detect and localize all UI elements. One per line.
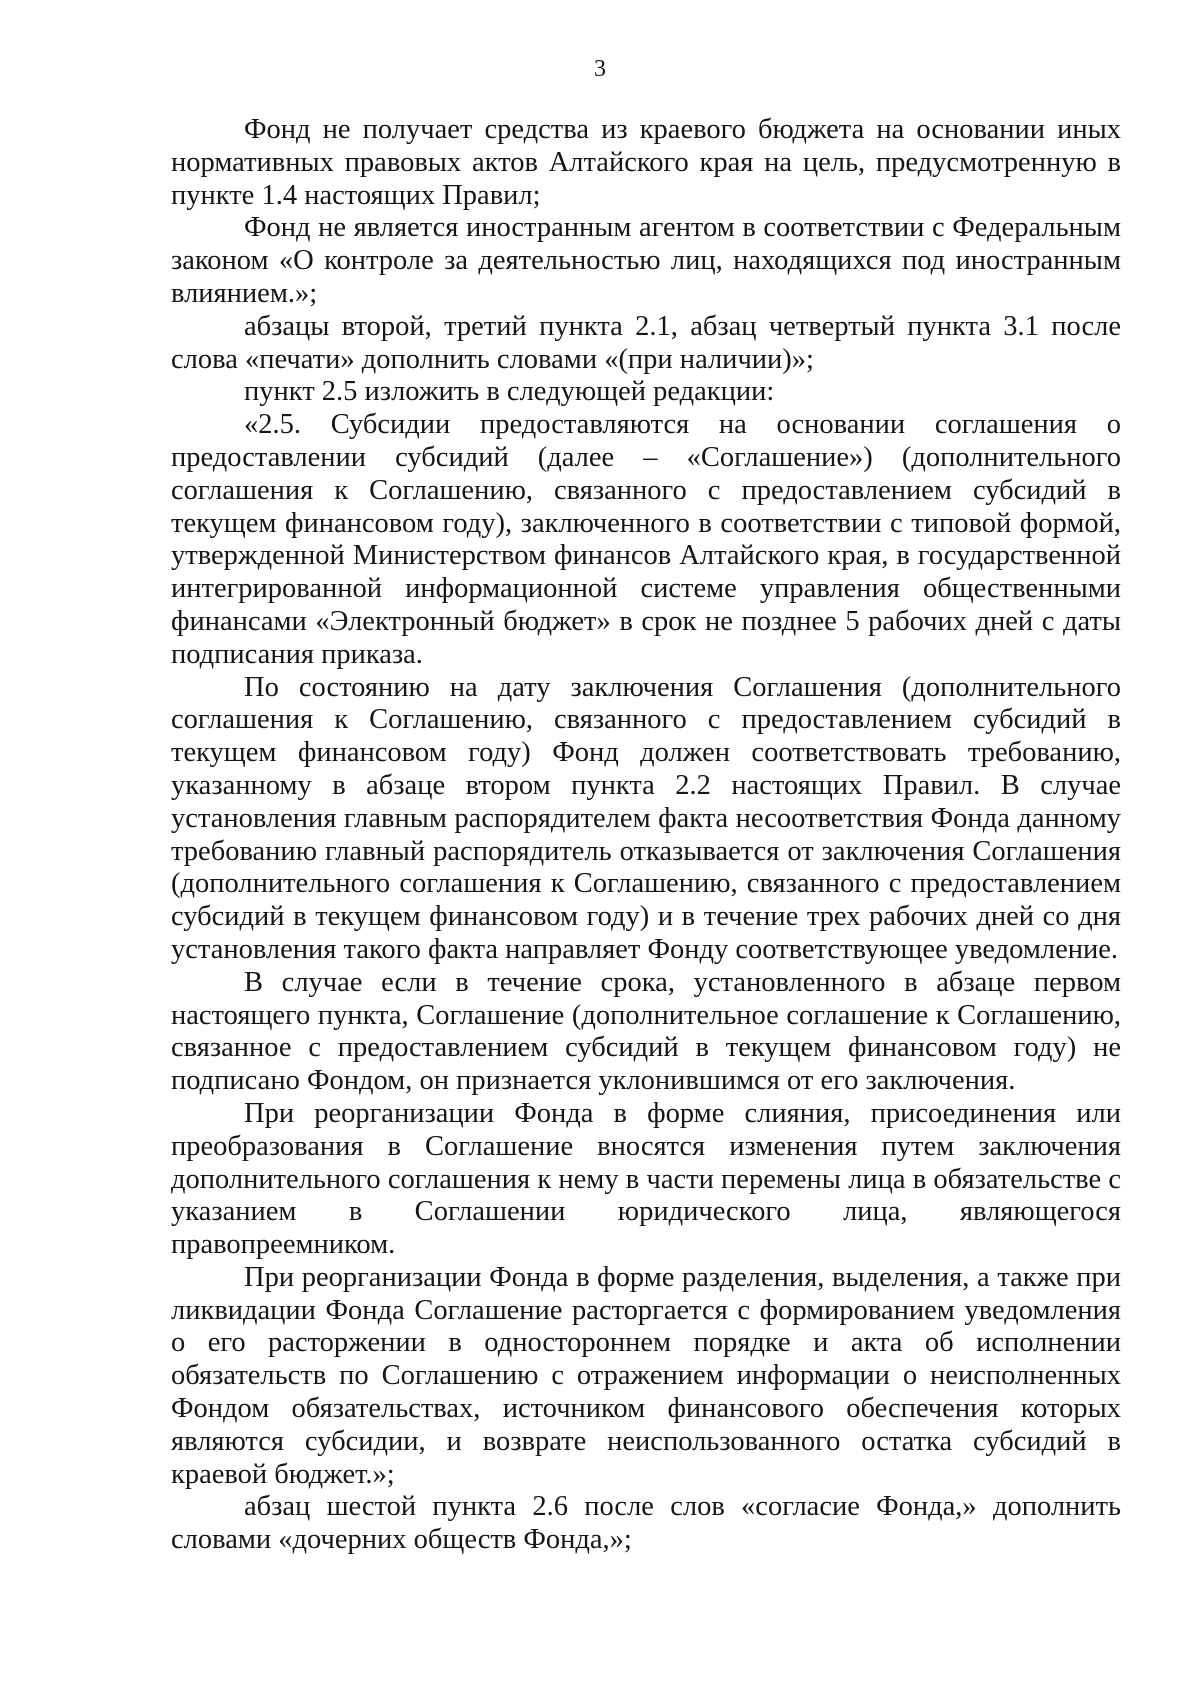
paragraph: «2.5. Субсидии предоставляются на основании соглашения о предоставлении субсидий (далее – «Соглашение») (дополнительного соглашения к Соглашению, связанного с предоставлением субсидий в текущем финансовом году), заключенного в соответствии с типовой формой, утвержденной Министерством финансов Алтайского края, в государственной интегрированной информационной системе управления общественными финансами «Электронный бюджет» в срок не позднее 5 рабочих дней с даты подписания приказа.: [171, 409, 1121, 670]
paragraph: По состоянию на дату заключения Соглашения (дополнительного соглашения к Соглашению, связанного с предоставлением субсидий в текущем финансовом году) Фонд должен соответствовать требованию, указанному в абзаце втором пункта 2.2 настоящих Правил. В случае установления главным распорядителем факта несоответствия Фонда данному требованию главный распорядитель отказывается от заключения Соглашения (дополнительного соглашения к Соглашению, связанного с предоставлением субсидий в текущем финансовом году) и в течение трех рабочих дней со дня установления такого факта направляет Фонду соответствующее уведомление.: [171, 671, 1121, 965]
document-body: [171, 114, 1121, 1557]
paragraph: абзац шестой пункта 2.6 после слов «согласие Фонда,» дополнить словами «дочерних обществ Фонда,»;: [171, 1491, 1121, 1556]
paragraph: При реорганизации Фонда в форме слияния, присоединения или преобразования в Соглашение вносятся изменения путем заключения дополнительного соглашения к нему в части перемены лица в обязательстве с указанием в Соглашении юридического лица, являющегося правопреемником.: [171, 1097, 1121, 1261]
page-number: 3: [594, 56, 606, 82]
paragraph: Фонд не является иностранным агентом в соответствии с Федеральным законом «О контроле за деятельностью лиц, находящихся под иностранным влиянием.»;: [171, 212, 1121, 309]
paragraph: абзацы второй, третий пункта 2.1, абзац четвертый пункта 3.1 после слова «печати» дополнить словами «(при наличии)»;: [171, 310, 1121, 375]
paragraph: пункт 2.5 изложить в следующей редакции:: [244, 376, 775, 408]
paragraph: В случае если в течение срока, установленного в абзаце первом настоящего пункта, Соглашение (дополнительное соглашение к Соглашению, связанное с предоставлением субсидий в текущем финансовом году) не подписано Фондом, он признается уклонившимся от его заключения.: [171, 966, 1121, 1097]
paragraph: При реорганизации Фонда в форме разделения, выделения, а также при ликвидации Фонда Соглашение расторгается с формированием уведомления о его расторжении в одностороннем порядке и акта об исполнении обязательств по Соглашению с отражением информации о неисполненных Фондом обязательствах, источником финансового обеспечения которых являются субсидии, и возврате неиспользованного остатка субсидий в краевой бюджет.»;: [171, 1261, 1121, 1490]
paragraph: Фонд не получает средства из краевого бюджета на основании иных нормативных правовых актов Алтайского края на цель, предусмотренную в пункте 1.4 настоящих Правил;: [171, 114, 1121, 211]
